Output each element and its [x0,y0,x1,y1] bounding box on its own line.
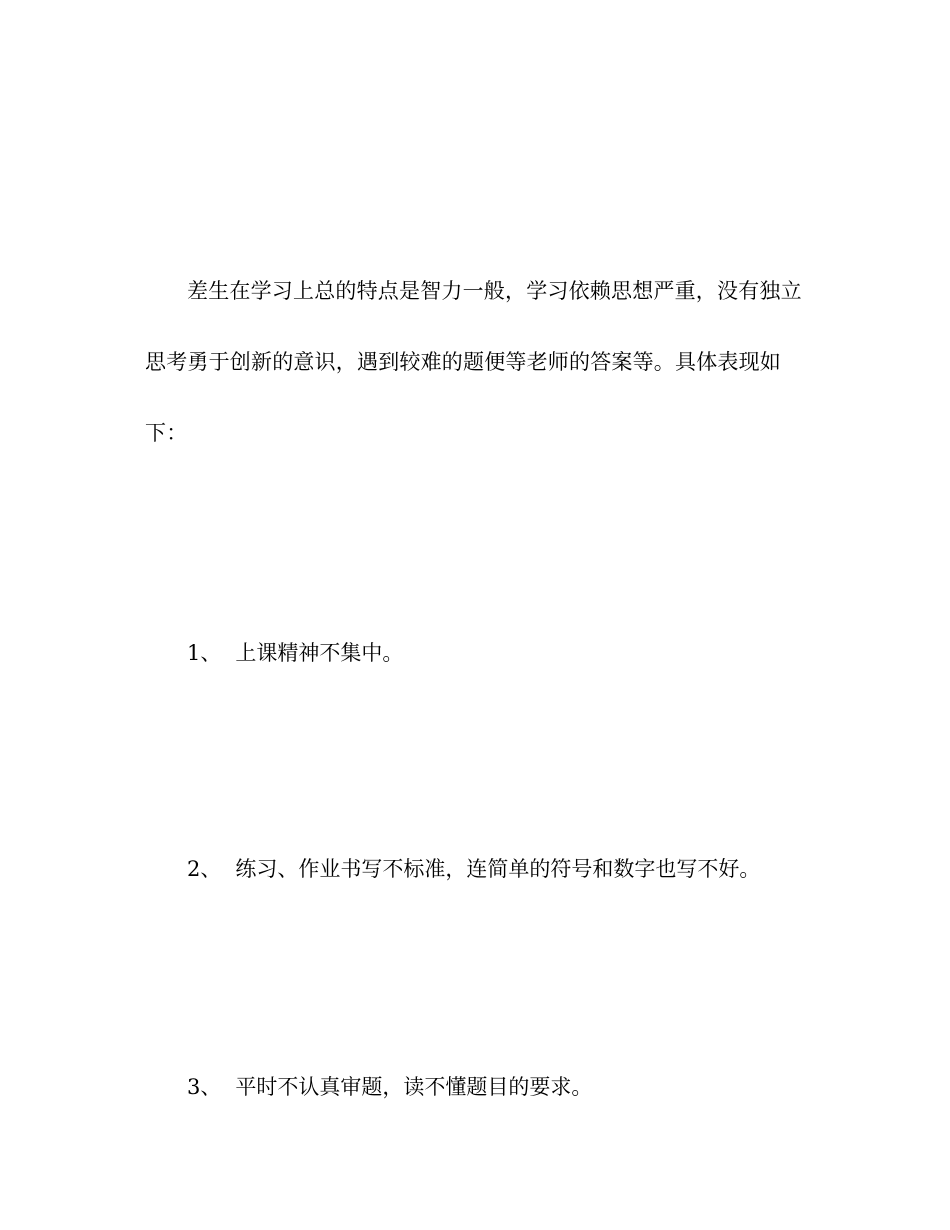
list-item-number: 3、 [187,1075,222,1099]
list-item-number: 2、 [187,857,222,881]
list-item-text: 平时不认真审题，读不懂题目的要求。 [235,1075,593,1099]
list-item [187,854,760,884]
list-item [187,1072,592,1102]
list-item-text: 练习、作业书写不标准，连简单的符号和数字也写不好。 [235,857,761,881]
list-item [187,638,403,668]
intro-paragraph: 差生在学习上总的特点是智力一般，学习依赖思想严重，没有独立思考勇于创新的意识，遇到较难的题便等老师的答案等。具体表现如下： [145,279,802,445]
list-item-number: 1、 [187,641,222,665]
list-item-text: 上课精神不集中。 [235,641,404,665]
